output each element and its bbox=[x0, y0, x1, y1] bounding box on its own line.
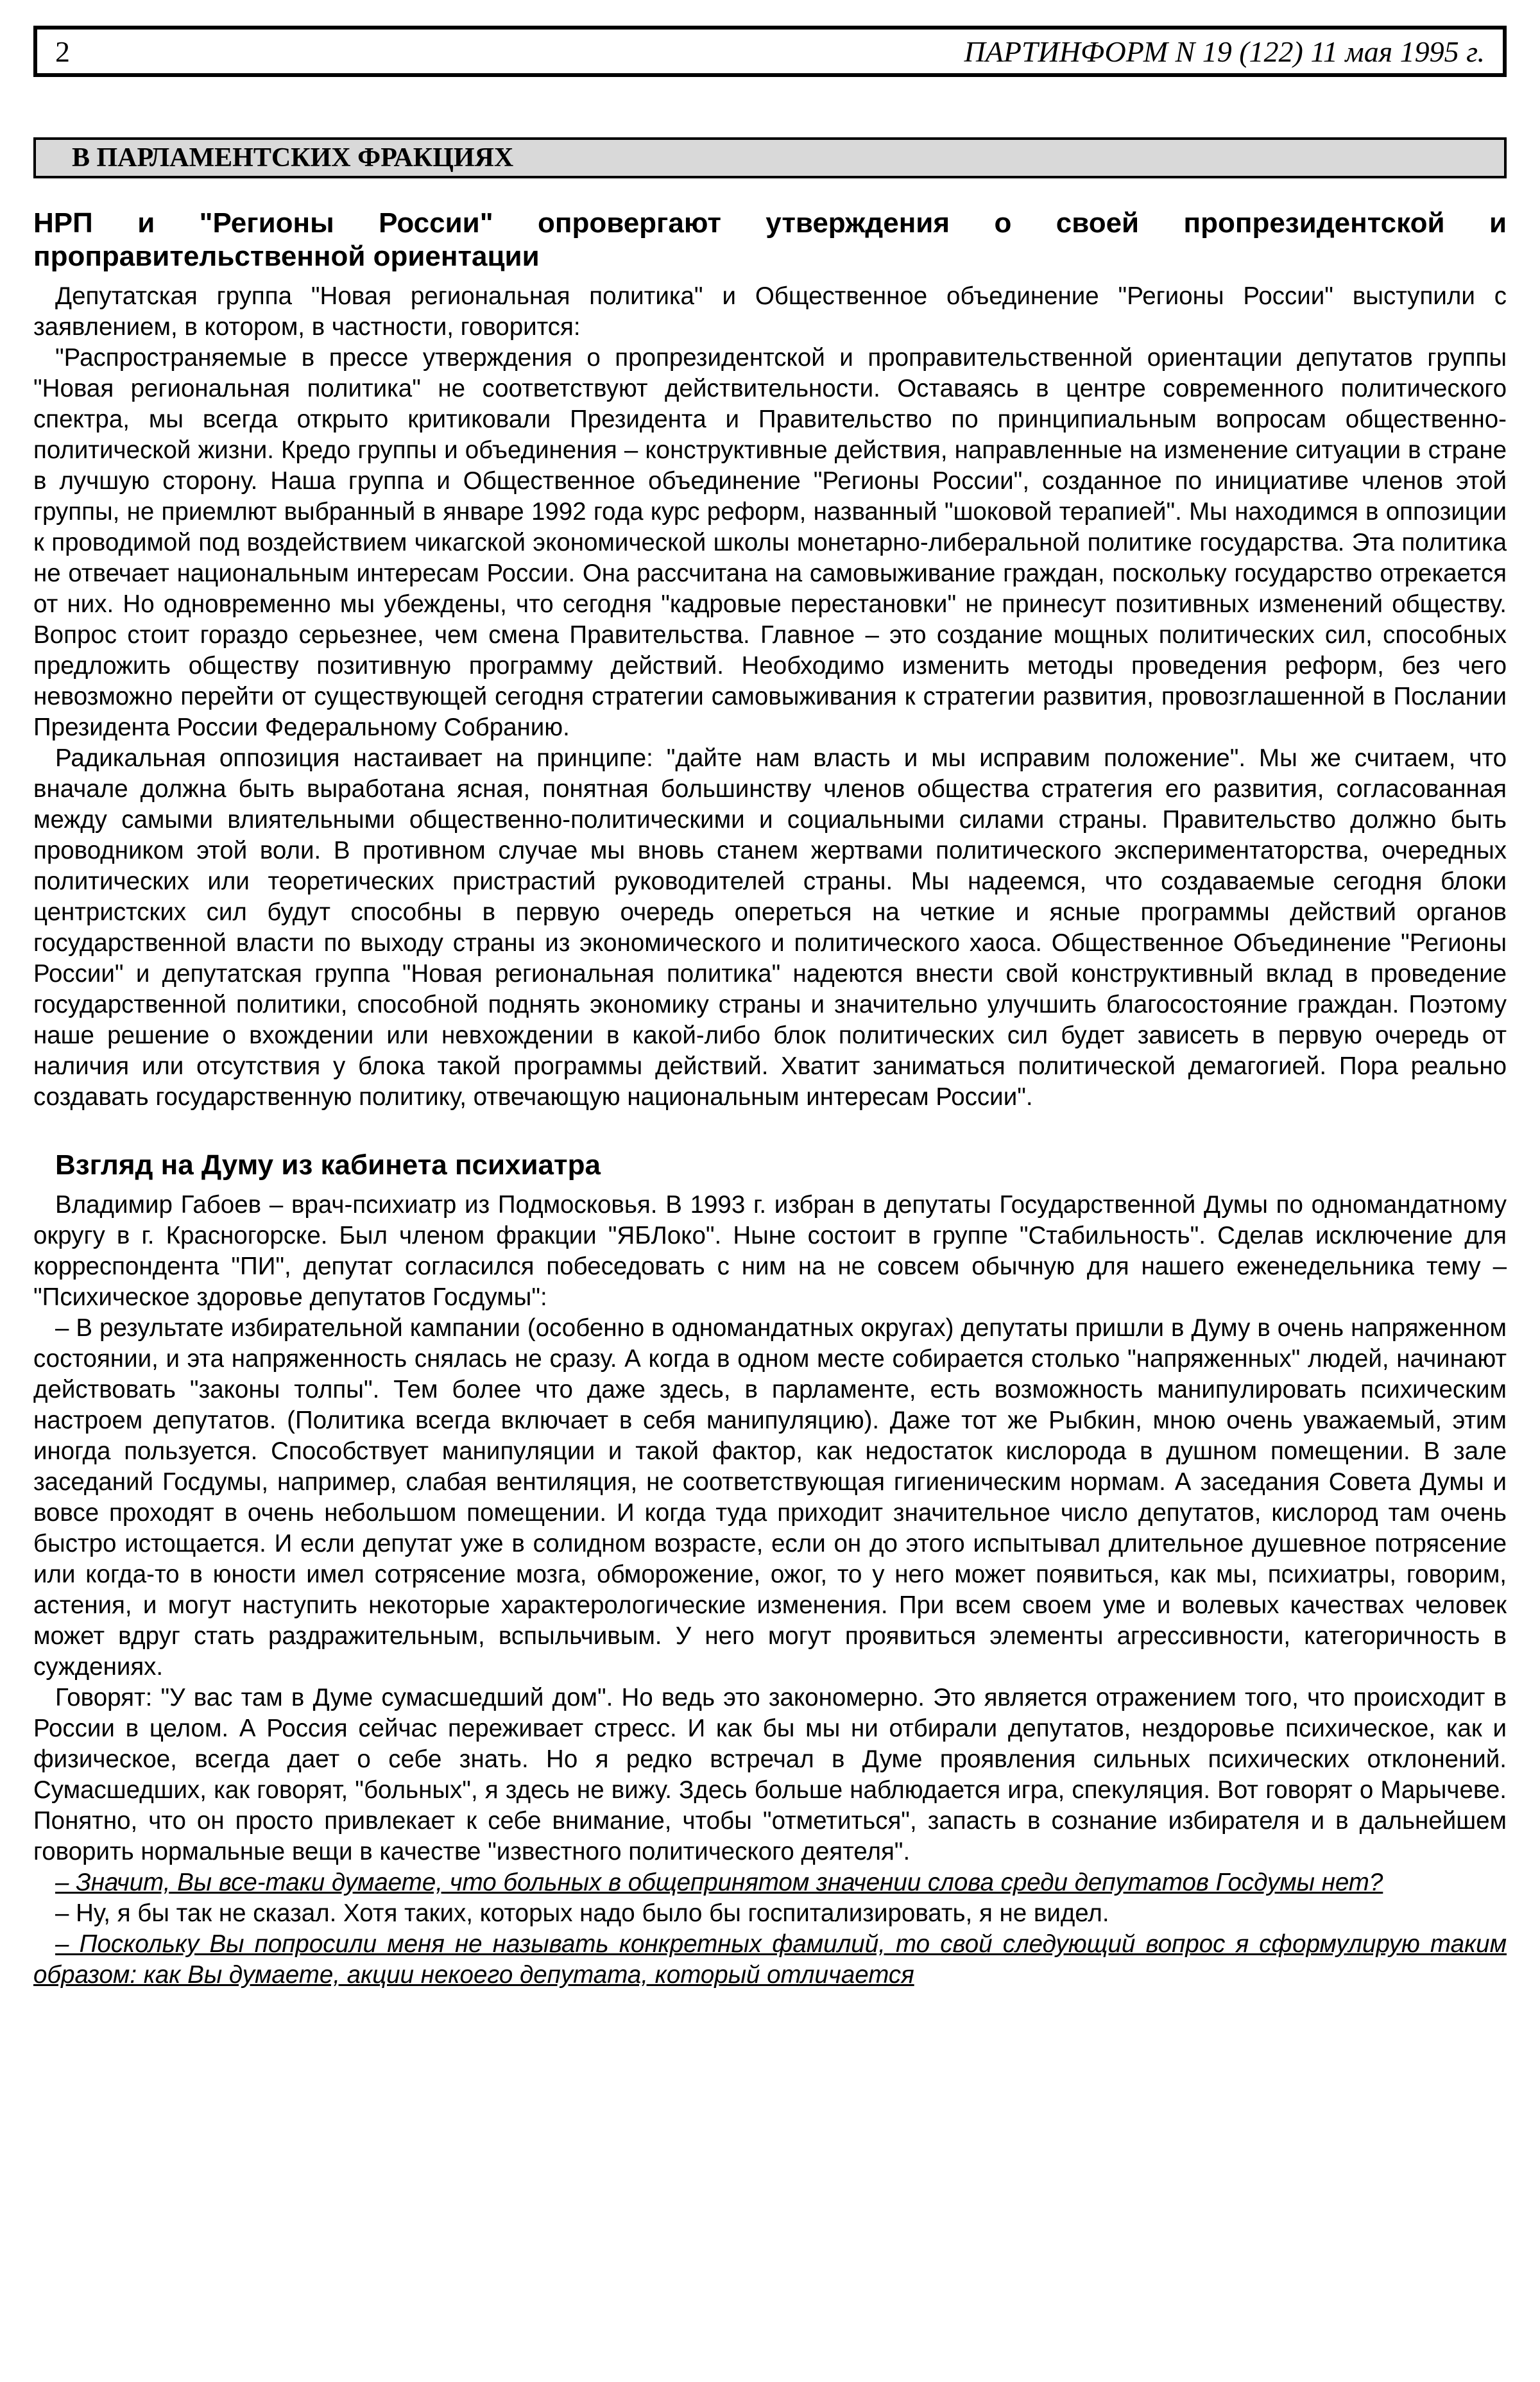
article-regions bbox=[33, 207, 1507, 1113]
interview-answer: – Ну, я бы так не сказал. Хотя таких, которых надо было бы госпитализировать, я не видел. bbox=[55, 1899, 1109, 1927]
paragraph: – В результате избирательной кампании (особенно в одномандатных округах) депутаты пришли в Думу в очень напряженном состоянии, и эта напряженность снялась не сразу. А когда в одном месте собирается столько "напряженных" людей, начинают действовать "законы толпы". Тем более что даже здесь, в парламенте, есть возможность манипулировать психическим настроем депутатов. (Политика всегда включает в себя манипуляцию). Даже тот же Рыбкин, мною очень уважаемый, этим иногда пользуется. Способствует манипуляции и такой фактор, как недостаток кислорода в душном помещении. В зале заседаний Госдумы, например, слабая вентиляция, не соответствующая гигиеническим нормам. А заседания Совета Думы и вовсе проходят в очень небольшом помещении. И когда туда приходит значительное число депутатов, кислород там очень быстро истощается. И если депутат уже в солидном возрасте, если он до этого испытывал длительное душевное потрясение или когда-то в юности имел сотрясение мозга, обморожение, ожог, то у него может появиться, как мы, психиатры, говорим, астения, и могут наступить некоторые характерологические изменения. При всем своем уме и волевых качествах человек может вдруг стать раздражительным, вспыльчивым. У него могут проявиться элементы агрессивности, категоричность в суждениях. bbox=[33, 1314, 1507, 1681]
interview-question: – Поскольку Вы попросили меня не называть конкретных фамилий, то свой следующий вопрос я сформулирую таким образом: как Вы думаете, акции некоего депутата, который отличается bbox=[33, 1930, 1507, 1989]
section-title: В ПАРЛАМЕНТСКИХ ФРАКЦИЯХ bbox=[33, 137, 1507, 178]
interview-question: – Значит, Вы все-таки думаете, что больных в общепринятом значении слова среди депутатов Госдумы нет? bbox=[55, 1869, 1383, 1896]
article-headline: Взгляд на Думу из кабинета психиатра bbox=[55, 1149, 601, 1181]
publication-title: ПАРТИНФОРМ N 19 (122) 11 мая 1995 г. bbox=[964, 35, 1485, 68]
article-headline: НРП и "Регионы России" опровергают утверждения о своей пропрезидентской и проправительственной ориентации bbox=[33, 207, 1507, 272]
page-number: 2 bbox=[55, 35, 70, 68]
newspaper-page bbox=[33, 26, 1507, 1991]
paragraph: Депутатская группа "Новая региональная политика" и Общественное объединение "Регионы России" выступили с заявлением, в котором, в частности, говорится: bbox=[33, 282, 1507, 341]
paragraph: Владимир Габоев – врач-психиатр из Подмосковья. В 1993 г. избран в депутаты Государственной Думы по одномандатному округу в г. Красногорске. Был членом фракции "ЯБЛоко". Ныне состоит в группе "Стабильность". Сделав исключение для корреспондента "ПИ", депутат согласился побеседовать с ним на не совсем обычную для нашего еженедельника тему – "Психическое здоровье депутатов Госдумы": bbox=[33, 1191, 1507, 1311]
paragraph: "Распространяемые в прессе утверждения о пропрезидентской и проправительственной ориентации депутатов группы "Новая региональная политика" не соответствуют действительности. Оставаясь в центре современного политического спектра, мы всегда открыто критиковали Президента и Правительство по принципиальным вопросам общественно-политической жизни. Кредо группы и объединения – конструктивные действия, направленные на изменение ситуации в стране в лучшую сторону. Наша группа и Общественное объединение "Регионы России", созданное по инициативе членов этой группы, не приемлют выбранный в январе 1992 года курс реформ, названный "шоковой терапией". Мы находимся в оппозиции к проводимой под воздействием чикагской экономической школы монетарно-либеральной политике государства. Эта политика не отвечает национальным интересам России. Она рассчитана на самовыживание граждан, поскольку государство отрекается от них. Но одновременно мы убеждены, что сегодня "кадровые перестановки" не принесут позитивных изменений обществу. Вопрос стоит гораздо серьезнее, чем смена Правительства. Главное – это создание мощных политических сил, способных предложить обществу позитивную программу действий. Необходимо изменить методы проведения реформ, без чего невозможно перейти от существующей сегодня стратегии самовыживания к стратегии развития, провозглашенной в Послании Президента России Федеральному Собранию. bbox=[33, 344, 1507, 741]
paragraph: Говорят: "У вас там в Думе сумасшедший дом". Но ведь это закономерно. Это является отражением того, что происходит в России в целом. А Россия сейчас переживает стресс. И как бы мы ни отбирали депутатов, нездоровье психическое, как и физическое, всегда дает о себе знать. Но я редко встречал в Думе проявления сильных психических отклонений. Сумасшедших, как говорят, "больных", я здесь не вижу. Здесь больше наблюдается игра, спекуляция. Вот говорят о Марычеве. Понятно, что он просто привлекает к себе внимание, чтобы "отметиться", запасть в сознание избирателя и в дальнейшем говорить нормальные вещи в качестве "известного политического деятеля". bbox=[33, 1684, 1507, 1865]
paragraph: Радикальная оппозиция настаивает на принципе: "дайте нам власть и мы исправим положение". Мы же считаем, что вначале должна быть выработана ясная, понятная большинству членов общества стратегия его развития, согласованная между самыми влиятельными общественно-политическими и социальными силами страны. Правительство должно быть проводником этой воли. В противном случае мы вновь станем жертвами политического экспериментаторства, очередных политических или теоретических пристрастий руководителей страны. Мы надеемся, что создаваемые сегодня блоки центристских сил будут способны в первую очередь опереться на четкие и ясные программы действий органов государственной власти по выходу страны из экономического и политического хаоса. Общественное Объединение "Регионы России" и депутатская группа "Новая региональная политика" надеются внести свой конструктивный вклад в проведение государственной политики, способной поднять экономику страны и значительно улучшить благосостояние граждан. Поэтому наше решение о вхождении или невхождении в какой-либо блок политических сил будет зависеть в первую очередь от наличия или отсутствия у блока такой программы действий. Хватит заниматься политической демагогией. Пора реально создавать государственную политику, отвечающую национальным интересам России". bbox=[33, 744, 1507, 1111]
article-psychiatrist bbox=[33, 1149, 1507, 1991]
page-header bbox=[33, 26, 1507, 77]
